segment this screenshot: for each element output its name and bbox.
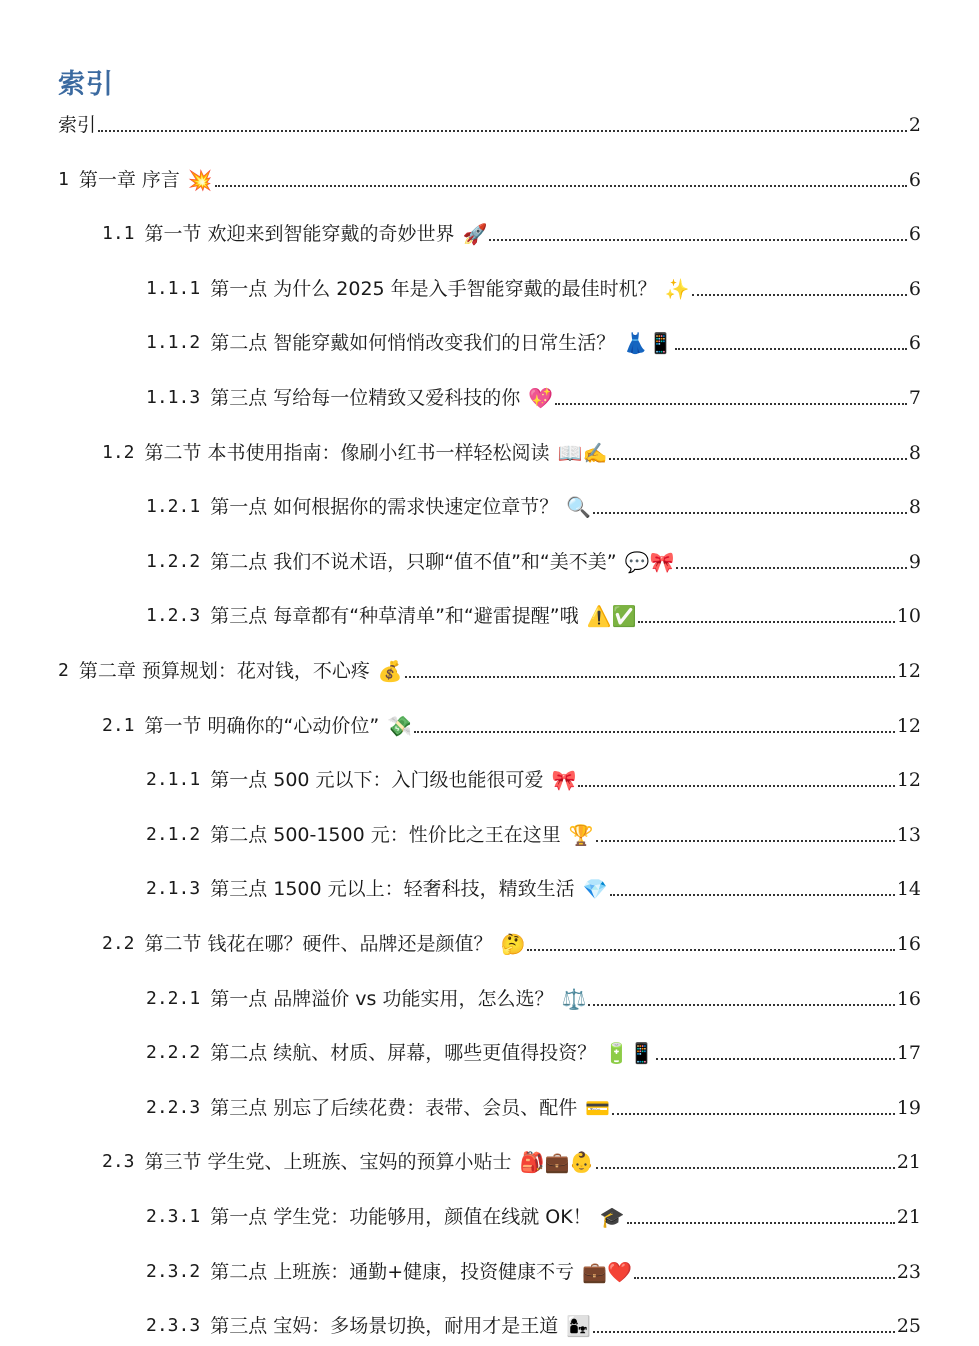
toc-entry-emoji-icon: 💼❤️ xyxy=(582,1259,632,1284)
toc-dot-leader xyxy=(612,1113,895,1115)
toc-entry-emoji-icon: 💰 xyxy=(377,659,403,683)
toc-page-number: 7 xyxy=(908,387,921,409)
toc-entry-number: 2.1.1 xyxy=(146,769,201,791)
toc-entry-title: 第一点 学生党：功能够用，颜值在线就 OK！ xyxy=(210,1206,592,1228)
toc-entry[interactable] xyxy=(146,378,921,412)
toc-entry[interactable] xyxy=(146,1088,921,1122)
toc-page-number: 12 xyxy=(896,660,921,682)
toc-entry[interactable] xyxy=(146,979,921,1013)
toc-entry-emoji-icon: 👩‍👧 xyxy=(566,1314,592,1339)
toc-entry-emoji-icon: 🎒💼👶 xyxy=(519,1150,595,1175)
toc-dot-leader xyxy=(610,894,895,896)
toc-dot-leader xyxy=(596,840,895,842)
toc-dot-leader xyxy=(656,1058,895,1060)
toc-entry-number: 2.3 xyxy=(102,1151,135,1173)
toc-entry-title: 第三点 1500 元以上：轻奢科技，精致生活 xyxy=(210,878,575,901)
toc-entry-number: 2.3.1 xyxy=(146,1206,201,1227)
toc-page-number: 6 xyxy=(908,223,921,246)
toc-page-number: 19 xyxy=(896,1096,921,1119)
toc-entry-title: 第二节 本书使用指南：像刷小红书一样轻松阅读 xyxy=(144,441,550,464)
toc-entry-number: 2.3.2 xyxy=(146,1260,201,1282)
toc-entry[interactable] xyxy=(146,760,921,794)
toc-entry-title: 第一点 品牌溢价 vs 功能实用，怎么选？ xyxy=(210,987,554,1010)
toc-entry[interactable] xyxy=(146,869,921,903)
toc-entry-emoji-icon: 🏆 xyxy=(568,822,594,847)
toc-dot-leader xyxy=(98,130,907,132)
toc-entry[interactable] xyxy=(146,542,921,576)
toc-entry-title: 第一节 欢迎来到智能穿戴的奇妙世界 xyxy=(144,223,455,246)
toc-entry-emoji-icon: 💖 xyxy=(528,386,554,410)
toc-page-number: 25 xyxy=(896,1315,921,1338)
toc-dot-leader xyxy=(593,1331,895,1333)
toc-entry[interactable] xyxy=(146,323,921,357)
toc-entry-title: 第三点 别忘了后续花费：表带、会员、配件 xyxy=(210,1096,578,1119)
toc-entry[interactable] xyxy=(146,269,921,303)
toc-entry-emoji-icon: 🤔 xyxy=(500,932,526,956)
toc-entry-title: 第三点 宝妈：多场景切换，耐用才是王道 xyxy=(210,1315,559,1338)
toc-entry[interactable] xyxy=(146,487,921,521)
toc-entry[interactable] xyxy=(102,433,921,467)
toc-entry-number: 2.2.3 xyxy=(146,1096,201,1118)
toc-entry-number: 1.1.2 xyxy=(146,332,201,354)
toc-entry[interactable] xyxy=(102,214,921,248)
toc-dot-leader xyxy=(405,676,895,678)
toc-entry-title: 第二节 钱花在哪？硬件、品牌还是颜值？ xyxy=(144,933,493,955)
toc-entry-title: 第一点 如何根据你的需求快速定位章节？ xyxy=(210,496,559,519)
toc-entry-title: 第一章 序言 xyxy=(78,168,180,191)
toc-dot-leader xyxy=(627,1222,895,1224)
toc-entry[interactable] xyxy=(102,1142,921,1176)
toc-entry-title: 第二点 智能穿戴如何悄悄改变我们的日常生活？ xyxy=(210,332,616,355)
toc-page-number: 8 xyxy=(908,441,921,464)
toc-page-number: 12 xyxy=(896,714,921,737)
toc-entry-emoji-icon: 🚀 xyxy=(462,222,488,247)
toc-entry[interactable] xyxy=(146,1252,921,1286)
toc-entry-emoji-icon: 🎓 xyxy=(599,1205,625,1229)
toc-entry[interactable] xyxy=(102,924,921,958)
toc-page-number: 8 xyxy=(908,496,921,519)
toc-entry-emoji-icon: 🎀 xyxy=(551,768,577,793)
toc-entry-emoji-icon: ⚠️✅ xyxy=(586,604,637,629)
toc-page-number: 16 xyxy=(896,933,921,955)
toc-dot-leader xyxy=(527,949,894,951)
toc-entry-emoji-icon: 💥 xyxy=(187,167,213,192)
toc-entry-number: 1.2.3 xyxy=(146,605,201,627)
toc-entry-emoji-icon: ✨ xyxy=(664,276,690,301)
toc-entry-title: 第一点 为什么 2025 年是入手智能穿戴的最佳时机？ xyxy=(210,277,657,300)
toc-entry[interactable] xyxy=(102,706,921,740)
toc-entry-emoji-icon: 📖✍️ xyxy=(557,440,608,465)
toc-page-number: 6 xyxy=(908,277,921,300)
toc-dot-leader xyxy=(634,1277,895,1279)
toc-entry[interactable] xyxy=(146,815,921,849)
toc-page-number: 9 xyxy=(908,550,921,573)
toc-entry-emoji-icon: 💎 xyxy=(582,877,608,902)
toc-page-number: 13 xyxy=(896,823,921,846)
toc-dot-leader xyxy=(215,185,907,187)
toc-dot-leader xyxy=(596,1167,895,1169)
toc-dot-leader xyxy=(675,348,907,350)
toc-page-number: 16 xyxy=(896,987,921,1010)
toc-entry-number: 1.1 xyxy=(102,223,135,245)
toc-entry[interactable] xyxy=(58,651,921,685)
toc-entry-emoji-icon: ⚖️ xyxy=(561,986,587,1011)
toc-dot-leader xyxy=(588,1004,894,1006)
toc-heading: 索引 xyxy=(58,69,114,100)
toc-dot-leader xyxy=(593,512,907,514)
toc-entry-title: 第三点 写给每一位精致又爱科技的你 xyxy=(210,387,521,409)
toc-entry-title: 第二点 500-1500 元：性价比之王在这里 xyxy=(210,823,561,846)
toc-page-number: 17 xyxy=(896,1042,921,1065)
toc-entry-number: 2.2.1 xyxy=(146,987,201,1009)
toc-page-number: 12 xyxy=(896,769,921,792)
toc-entry-emoji-icon: 👗📱 xyxy=(623,331,674,356)
toc-entry-number: 2.3.3 xyxy=(146,1315,201,1337)
toc-entry[interactable] xyxy=(146,596,921,630)
toc-entry-number: 1.1.1 xyxy=(146,277,201,299)
toc-entry-number: 1.2.1 xyxy=(146,496,201,518)
toc-entry-number: 2.2.2 xyxy=(146,1042,201,1064)
toc-dot-leader xyxy=(676,567,906,569)
toc-dot-leader xyxy=(489,239,906,241)
toc-entry-title: 第二点 我们不说术语，只聊“值不值”和“美不美” xyxy=(210,550,617,573)
toc-page-number: 6 xyxy=(908,332,921,355)
toc-entry-number: 2.2 xyxy=(102,933,135,954)
toc-entry-number: 1.2 xyxy=(102,441,135,463)
toc-entry[interactable] xyxy=(146,1033,921,1067)
toc-entry[interactable] xyxy=(58,105,921,139)
toc-entry-title: 第二章 预算规划：花对钱，不心疼 xyxy=(78,660,370,682)
toc-page-number: 10 xyxy=(896,605,921,628)
toc-entry-title: 第二点 上班族：通勤+健康，投资健康不亏 xyxy=(210,1260,575,1283)
toc-entry-title: 索引 xyxy=(58,114,97,136)
toc-dot-leader xyxy=(414,731,895,733)
toc-entry-number: 2.1.3 xyxy=(146,878,201,900)
toc-entry-emoji-icon: 🔋📱 xyxy=(604,1041,655,1066)
toc-page-number: 21 xyxy=(896,1206,921,1228)
toc-entry-number: 2 xyxy=(58,660,69,681)
toc-page-number: 14 xyxy=(896,878,921,901)
toc-dot-leader xyxy=(578,785,894,787)
toc-entry-emoji-icon: 💸 xyxy=(387,713,413,738)
toc-page-number: 23 xyxy=(896,1260,921,1283)
toc-entry-number: 2.1.2 xyxy=(146,823,201,845)
toc-dot-leader xyxy=(555,403,907,405)
toc-entry-title: 第三点 每章都有“种草清单”和“避雷提醒”哦 xyxy=(210,605,579,628)
toc-entry[interactable] xyxy=(146,1197,921,1231)
toc-entry-title: 第二点 续航、材质、屏幕，哪些更值得投资？ xyxy=(210,1042,597,1065)
toc-entry[interactable] xyxy=(58,160,921,194)
toc-dot-leader xyxy=(609,458,907,460)
toc-entry-number: 1.2.2 xyxy=(146,550,201,572)
toc-dot-leader xyxy=(692,294,907,296)
toc-entry-number: 1.1.3 xyxy=(146,387,201,408)
toc-dot-leader xyxy=(638,621,894,623)
toc-entry[interactable] xyxy=(146,1306,921,1340)
toc-entry-emoji-icon: 💬🎀 xyxy=(624,549,675,574)
toc-page-number: 2 xyxy=(908,114,921,136)
toc-entry-emoji-icon: 💳 xyxy=(585,1095,611,1120)
toc-entry-title: 第一节 明确你的“心动价位” xyxy=(144,714,380,737)
toc-entry-number: 2.1 xyxy=(102,714,135,736)
toc-page-number: 6 xyxy=(908,168,921,191)
toc-entry-emoji-icon: 🔍 xyxy=(566,495,592,520)
toc-entry-title: 第一点 500 元以下：入门级也能很可爱 xyxy=(210,769,544,792)
toc-entry-title: 第三节 学生党、上班族、宝妈的预算小贴士 xyxy=(144,1151,512,1174)
toc-entry-number: 1 xyxy=(58,168,69,190)
toc-page-number: 21 xyxy=(896,1151,921,1174)
